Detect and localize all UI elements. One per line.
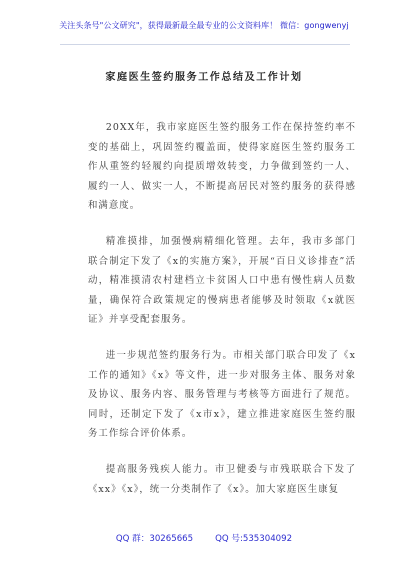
header-banner: 关注头条号"公文研究"，获得最新最全最专业的公文资料库！ 微信：gongwenyj xyxy=(59,21,349,30)
footer-qq-number: QQ 号:535304092 xyxy=(215,534,293,544)
document-title: 家庭医生签约服务工作总结及工作计划 xyxy=(105,72,303,83)
header-divider xyxy=(60,44,350,45)
document-body xyxy=(88,118,356,515)
paragraph: 精准摸排，加强慢病精细化管理。去年，我市多部门联合制定下发了《x的实施方案》，开展“百日义诊排查”活动，精准摸清农村建档立卡贫困人口中患有慢性病人员数量，确保符合政策规定的慢病患者能够及时领取《x就医证》并享受配套服务。 xyxy=(88,235,356,326)
footer-qq-group: QQ 群：30265665 xyxy=(115,534,194,544)
footer-contact xyxy=(0,532,408,544)
paragraph: 20XX年，我市家庭医生签约服务工作在保持签约率不变的基础上，巩固签约覆盖面，使得家庭医生签约服务工作从重签约轻履约向提质增效转变，力争做到签约一人、履约一人、做实一人，不断提高居民对签约服务的获得感和满意度。 xyxy=(88,122,356,212)
paragraph: 进一步规范签约服务行为。市相关部门联合印发了《x工作的通知》《x》等文件，进一步对服务主体、服务对象及协议、服务内容、服务管理与考核等方面进行了规范。同时，还制定下发了《x市x》，建立推进家庭医生签约服务工作综合评价体系。 xyxy=(88,349,356,440)
paragraph: 提高服务残疾人能力。市卫健委与市残联联合下发了《xx》《x》，统一分类制作了《x》。加大家庭医生康复 xyxy=(88,463,356,495)
